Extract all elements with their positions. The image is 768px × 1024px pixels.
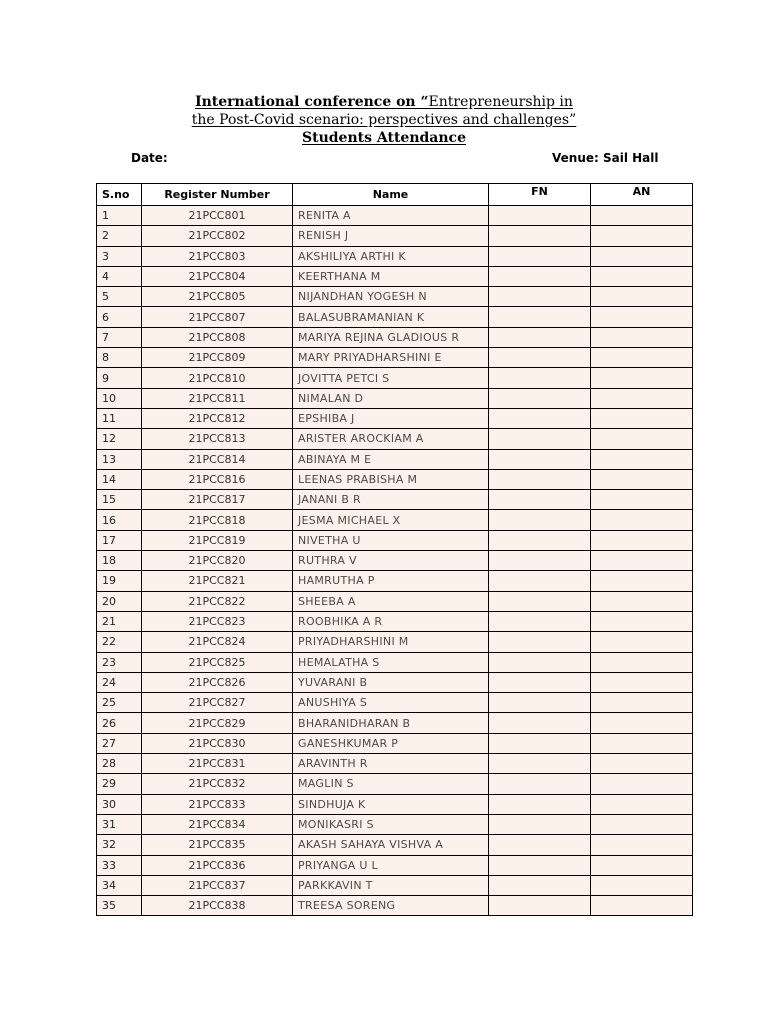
row-sno: 31 [97, 814, 142, 834]
row-sno: 26 [97, 713, 142, 733]
row-fn-cell[interactable] [489, 530, 591, 550]
row-sno: 34 [97, 875, 142, 895]
row-register-number: 21PCC807 [142, 307, 293, 327]
row-name: ANUSHIYA S [293, 693, 489, 713]
row-register-number: 21PCC803 [142, 246, 293, 266]
row-an-cell[interactable] [591, 327, 693, 347]
attendance-table [96, 183, 693, 916]
row-fn-cell[interactable] [489, 388, 591, 408]
row-fn-cell[interactable] [489, 733, 591, 753]
table-row [97, 307, 693, 327]
row-sno: 5 [97, 287, 142, 307]
row-an-cell[interactable] [591, 510, 693, 530]
row-name: ARAVINTH R [293, 754, 489, 774]
row-name: ROOBHIKA A R [293, 611, 489, 631]
row-register-number: 21PCC827 [142, 693, 293, 713]
row-sno: 2 [97, 226, 142, 246]
row-register-number: 21PCC809 [142, 348, 293, 368]
row-an-cell[interactable] [591, 449, 693, 469]
row-fn-cell[interactable] [489, 611, 591, 631]
row-name: LEENAS PRABISHA M [293, 469, 489, 489]
row-sno: 29 [97, 774, 142, 794]
row-an-cell[interactable] [591, 814, 693, 834]
row-register-number: 21PCC821 [142, 571, 293, 591]
row-name: GANESHKUMAR P [293, 733, 489, 753]
row-an-cell[interactable] [591, 530, 693, 550]
document-heading [0, 93, 768, 147]
table-row [97, 632, 693, 652]
row-fn-cell[interactable] [489, 672, 591, 692]
table-row [97, 754, 693, 774]
row-sno: 21 [97, 611, 142, 631]
row-fn-cell[interactable] [489, 713, 591, 733]
row-an-cell[interactable] [591, 652, 693, 672]
row-name: RENISH J [293, 226, 489, 246]
row-an-cell[interactable] [591, 469, 693, 489]
heading-line2: the Post-Covid scenario: perspectives and challenges” [191, 112, 577, 128]
row-an-cell[interactable] [591, 591, 693, 611]
row-name: ARISTER AROCKIAM A [293, 429, 489, 449]
table-row [97, 774, 693, 794]
row-register-number: 21PCC813 [142, 429, 293, 449]
table-row [97, 611, 693, 631]
row-fn-cell[interactable] [489, 408, 591, 428]
row-register-number: 21PCC836 [142, 855, 293, 875]
row-register-number: 21PCC834 [142, 814, 293, 834]
header-sno: S.no [97, 184, 142, 206]
row-an-cell[interactable] [591, 551, 693, 571]
table-row [97, 287, 693, 307]
row-sno: 23 [97, 652, 142, 672]
row-sno: 3 [97, 246, 142, 266]
table-row [97, 429, 693, 449]
row-fn-cell[interactable] [489, 206, 591, 226]
row-register-number: 21PCC835 [142, 835, 293, 855]
row-an-cell[interactable] [591, 266, 693, 286]
row-register-number: 21PCC830 [142, 733, 293, 753]
row-sno: 7 [97, 327, 142, 347]
row-an-cell[interactable] [591, 794, 693, 814]
row-sno: 20 [97, 591, 142, 611]
header-an: AN [591, 184, 693, 206]
row-fn-cell[interactable] [489, 896, 591, 916]
row-fn-cell[interactable] [489, 693, 591, 713]
row-name: TREESA SORENG [293, 896, 489, 916]
row-an-cell[interactable] [591, 733, 693, 753]
row-an-cell[interactable] [591, 774, 693, 794]
row-fn-cell[interactable] [489, 591, 591, 611]
row-name: MARIYA REJINA GLADIOUS R [293, 327, 489, 347]
row-register-number: 21PCC805 [142, 287, 293, 307]
header-register-number: Register Number [142, 184, 293, 206]
row-an-cell[interactable] [591, 429, 693, 449]
table-row [97, 348, 693, 368]
row-name: RUTHRA V [293, 551, 489, 571]
table-row [97, 652, 693, 672]
table-row [97, 896, 693, 916]
table-row [97, 814, 693, 834]
row-register-number: 21PCC825 [142, 652, 293, 672]
row-an-cell[interactable] [591, 307, 693, 327]
row-sno: 9 [97, 368, 142, 388]
row-an-cell[interactable] [591, 896, 693, 916]
row-name: JANANI B R [293, 490, 489, 510]
row-fn-cell[interactable] [489, 327, 591, 347]
table-row [97, 266, 693, 286]
row-register-number: 21PCC822 [142, 591, 293, 611]
table-row [97, 672, 693, 692]
row-name: PRIYADHARSHINI M [293, 632, 489, 652]
row-register-number: 21PCC812 [142, 408, 293, 428]
row-fn-cell[interactable] [489, 652, 591, 672]
row-fn-cell[interactable] [489, 226, 591, 246]
row-sno: 22 [97, 632, 142, 652]
row-fn-cell[interactable] [489, 307, 591, 327]
row-register-number: 21PCC816 [142, 469, 293, 489]
row-an-cell[interactable] [591, 611, 693, 631]
row-fn-cell[interactable] [489, 774, 591, 794]
row-register-number: 21PCC818 [142, 510, 293, 530]
row-sno: 18 [97, 551, 142, 571]
table-row [97, 449, 693, 469]
row-name: MONIKASRI S [293, 814, 489, 834]
row-sno: 1 [97, 206, 142, 226]
row-fn-cell[interactable] [489, 571, 591, 591]
row-fn-cell[interactable] [489, 469, 591, 489]
row-an-cell[interactable] [591, 835, 693, 855]
heading-line3: Students Attendance [302, 130, 466, 146]
row-an-cell[interactable] [591, 226, 693, 246]
row-register-number: 21PCC819 [142, 530, 293, 550]
row-sno: 16 [97, 510, 142, 530]
row-name: PRIYANGA U L [293, 855, 489, 875]
row-name: HAMRUTHA P [293, 571, 489, 591]
row-register-number: 21PCC810 [142, 368, 293, 388]
row-register-number: 21PCC829 [142, 713, 293, 733]
row-fn-cell[interactable] [489, 429, 591, 449]
row-register-number: 21PCC814 [142, 449, 293, 469]
row-an-cell[interactable] [591, 571, 693, 591]
row-name: EPSHIBA J [293, 408, 489, 428]
table-row [97, 713, 693, 733]
table-row [97, 591, 693, 611]
row-name: BALASUBRAMANIAN K [293, 307, 489, 327]
row-fn-cell[interactable] [489, 490, 591, 510]
row-name: SHEEBA A [293, 591, 489, 611]
header-fn: FN [489, 184, 591, 206]
row-name: BHARANIDHARAN B [293, 713, 489, 733]
row-register-number: 21PCC824 [142, 632, 293, 652]
row-register-number: 21PCC801 [142, 206, 293, 226]
row-register-number: 21PCC837 [142, 875, 293, 895]
table-row [97, 835, 693, 855]
row-an-cell[interactable] [591, 693, 693, 713]
table-row [97, 733, 693, 753]
row-sno: 17 [97, 530, 142, 550]
table-row [97, 855, 693, 875]
row-fn-cell[interactable] [489, 835, 591, 855]
row-an-cell[interactable] [591, 855, 693, 875]
row-an-cell[interactable] [591, 348, 693, 368]
row-register-number: 21PCC832 [142, 774, 293, 794]
row-register-number: 21PCC833 [142, 794, 293, 814]
row-register-number: 21PCC808 [142, 327, 293, 347]
row-name: ABINAYA M E [293, 449, 489, 469]
row-name: NIJANDHAN YOGESH N [293, 287, 489, 307]
row-sno: 11 [97, 408, 142, 428]
row-fn-cell[interactable] [489, 551, 591, 571]
row-name: MARY PRIYADHARSHINI E [293, 348, 489, 368]
row-name: KEERTHANA M [293, 266, 489, 286]
heading-line1-bold: International conference on “ [195, 94, 429, 110]
row-sno: 27 [97, 733, 142, 753]
table-row [97, 327, 693, 347]
row-sno: 14 [97, 469, 142, 489]
table-header-row [97, 184, 693, 206]
row-name: NIMALAN D [293, 388, 489, 408]
row-an-cell[interactable] [591, 368, 693, 388]
table-row [97, 530, 693, 550]
row-sno: 8 [97, 348, 142, 368]
row-name: RENITA A [293, 206, 489, 226]
table-row [97, 388, 693, 408]
row-name: SINDHUJA K [293, 794, 489, 814]
heading-line1-normal: Entrepreneurship in [428, 94, 573, 110]
row-name: AKASH SAHAYA VISHVA A [293, 835, 489, 855]
row-register-number: 21PCC831 [142, 754, 293, 774]
row-register-number: 21PCC826 [142, 672, 293, 692]
row-name: NIVETHA U [293, 530, 489, 550]
table-row [97, 875, 693, 895]
row-an-cell[interactable] [591, 246, 693, 266]
row-name: PARKKAVIN T [293, 875, 489, 895]
table-row [97, 408, 693, 428]
row-fn-cell[interactable] [489, 510, 591, 530]
row-sno: 12 [97, 429, 142, 449]
row-sno: 30 [97, 794, 142, 814]
row-sno: 35 [97, 896, 142, 916]
row-an-cell[interactable] [591, 672, 693, 692]
row-sno: 10 [97, 388, 142, 408]
table-row [97, 246, 693, 266]
row-sno: 13 [97, 449, 142, 469]
row-fn-cell[interactable] [489, 287, 591, 307]
row-sno: 4 [97, 266, 142, 286]
row-fn-cell[interactable] [489, 632, 591, 652]
table-row [97, 510, 693, 530]
row-an-cell[interactable] [591, 388, 693, 408]
row-register-number: 21PCC804 [142, 266, 293, 286]
row-name: YUVARANI B [293, 672, 489, 692]
row-name: HEMALATHA S [293, 652, 489, 672]
table-row [97, 490, 693, 510]
row-register-number: 21PCC811 [142, 388, 293, 408]
row-an-cell[interactable] [591, 408, 693, 428]
row-sno: 24 [97, 672, 142, 692]
row-fn-cell[interactable] [489, 246, 591, 266]
table-body [97, 206, 693, 916]
row-sno: 25 [97, 693, 142, 713]
row-fn-cell[interactable] [489, 348, 591, 368]
row-name: JOVITTA PETCI S [293, 368, 489, 388]
table-row [97, 551, 693, 571]
row-register-number: 21PCC823 [142, 611, 293, 631]
row-register-number: 21PCC838 [142, 896, 293, 916]
row-sno: 15 [97, 490, 142, 510]
table-row [97, 368, 693, 388]
row-fn-cell[interactable] [489, 875, 591, 895]
table-row [97, 469, 693, 489]
row-sno: 32 [97, 835, 142, 855]
row-register-number: 21PCC817 [142, 490, 293, 510]
row-name: MAGLIN S [293, 774, 489, 794]
row-an-cell[interactable] [591, 206, 693, 226]
row-fn-cell[interactable] [489, 814, 591, 834]
row-an-cell[interactable] [591, 713, 693, 733]
table-row [97, 693, 693, 713]
table-row [97, 206, 693, 226]
table-row [97, 794, 693, 814]
row-name: AKSHILIYA ARTHI K [293, 246, 489, 266]
row-fn-cell[interactable] [489, 368, 591, 388]
row-fn-cell[interactable] [489, 266, 591, 286]
row-fn-cell[interactable] [489, 794, 591, 814]
header-name: Name [293, 184, 489, 206]
row-an-cell[interactable] [591, 754, 693, 774]
date-label: Date: [131, 151, 168, 165]
row-sno: 33 [97, 855, 142, 875]
row-fn-cell[interactable] [489, 855, 591, 875]
row-register-number: 21PCC820 [142, 551, 293, 571]
row-name: JESMA MICHAEL X [293, 510, 489, 530]
row-register-number: 21PCC802 [142, 226, 293, 246]
row-fn-cell[interactable] [489, 449, 591, 469]
row-an-cell[interactable] [591, 875, 693, 895]
table-row [97, 226, 693, 246]
row-an-cell[interactable] [591, 632, 693, 652]
row-an-cell[interactable] [591, 287, 693, 307]
venue-label: Venue: Sail Hall [552, 151, 659, 165]
row-fn-cell[interactable] [489, 754, 591, 774]
row-sno: 28 [97, 754, 142, 774]
row-an-cell[interactable] [591, 490, 693, 510]
table-row [97, 571, 693, 591]
row-sno: 6 [97, 307, 142, 327]
row-sno: 19 [97, 571, 142, 591]
